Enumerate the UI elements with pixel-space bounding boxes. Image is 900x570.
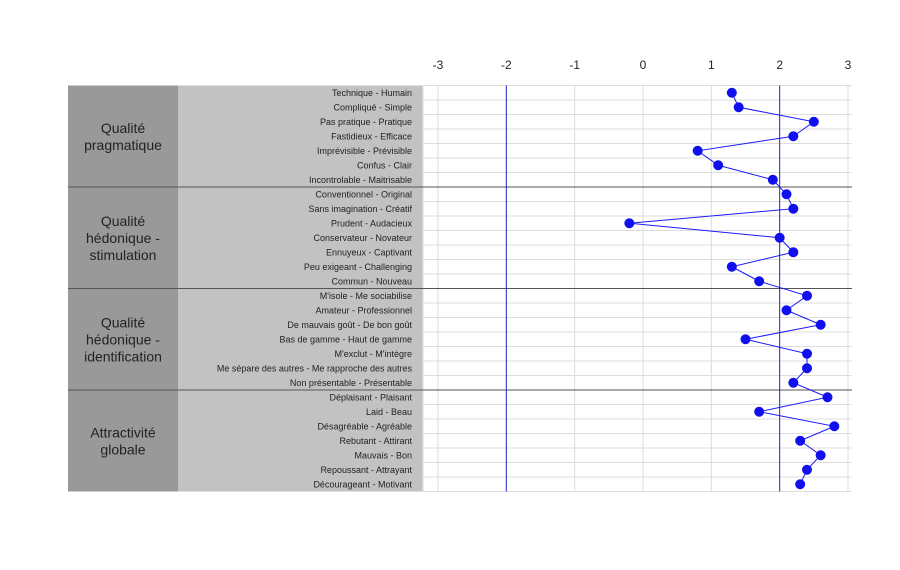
item-label: Mauvais - Bon: [354, 450, 412, 461]
category-label: hédonique -: [86, 229, 160, 246]
category-label: globale: [100, 441, 146, 458]
data-point: [734, 102, 744, 112]
data-point: [693, 146, 703, 156]
data-point: [788, 204, 798, 214]
data-point: [809, 117, 819, 127]
category-label: stimulation: [89, 246, 157, 263]
item-label: Prudent - Audacieux: [330, 218, 412, 229]
item-label: Conventionnel - Original: [315, 189, 412, 200]
item-label: Imprévisible - Prévisible: [316, 145, 412, 156]
data-point: [782, 305, 792, 315]
item-label: Déplaisant - Plaisant: [329, 392, 412, 403]
item-label: Laid - Beau: [365, 406, 412, 417]
item-label: Amateur - Professionnel: [315, 305, 412, 316]
x-tick-label: 3: [844, 58, 852, 72]
data-point: [727, 88, 737, 98]
item-label: Me sépare des autres - Me rapproche des autres: [216, 363, 412, 374]
item-label: De mauvais goût - De bon goût: [287, 319, 412, 330]
item-label: Décourageant - Motivant: [313, 479, 412, 490]
data-point: [788, 247, 798, 257]
data-point: [802, 349, 812, 359]
data-point: [802, 291, 812, 301]
category-label: hédonique -: [86, 331, 160, 348]
data-point: [788, 378, 798, 388]
item-label: Peu exigeant - Challenging: [303, 261, 412, 272]
data-point: [775, 233, 785, 243]
item-label: Pas pratique - Pratique: [319, 116, 412, 127]
item-label: Non présentable - Présentable: [289, 377, 412, 388]
data-point: [782, 189, 792, 199]
item-label: M'isole - Me sociabilise: [319, 290, 412, 301]
item-label: Fastidieux - Efficace: [331, 131, 412, 142]
data-point: [713, 160, 723, 170]
x-tick-label: 0: [639, 58, 647, 72]
data-point: [624, 218, 634, 228]
data-point: [768, 175, 778, 185]
data-point: [816, 450, 826, 460]
category-label: pragmatique: [84, 136, 162, 153]
data-point: [741, 334, 751, 344]
data-point: [754, 276, 764, 286]
item-label: Compliqué - Simple: [333, 102, 412, 113]
data-point: [816, 320, 826, 330]
category-label: Qualité: [100, 119, 146, 136]
item-label: Repoussant - Attrayant: [320, 464, 412, 475]
item-label: M'exclut - M'intègre: [334, 348, 412, 359]
item-label: Incontrolable - Maitrisable: [308, 174, 412, 185]
category-label: Qualité: [100, 314, 146, 331]
category-label: Qualité: [100, 212, 146, 229]
data-point: [829, 421, 839, 431]
data-point: [802, 465, 812, 475]
item-label: Ennuyeux - Captivant: [325, 247, 412, 258]
data-point: [802, 363, 812, 373]
x-tick-label: -1: [569, 58, 581, 72]
item-label: Sans imagination - Créatif: [308, 203, 412, 214]
item-label: Confus - Clair: [356, 160, 412, 171]
item-label: Désagréable - Agréable: [317, 421, 412, 432]
item-label: Technique - Humain: [331, 87, 412, 98]
category-label: Attractivité: [90, 424, 156, 441]
x-tick-label: -3: [432, 58, 444, 72]
data-point: [788, 131, 798, 141]
item-label: Commun - Nouveau: [331, 276, 412, 287]
x-tick-label: 2: [776, 58, 784, 72]
data-point: [754, 407, 764, 417]
data-point: [727, 262, 737, 272]
x-tick-label: -2: [500, 58, 512, 72]
data-point: [795, 479, 805, 489]
item-label: Rebutant - Attirant: [339, 435, 412, 446]
x-tick-label: 1: [707, 58, 715, 72]
data-point: [823, 392, 833, 402]
data-point: [795, 436, 805, 446]
item-label: Conservateur - Novateur: [313, 232, 412, 243]
item-label: Bas de gamme - Haut de gamme: [279, 334, 412, 345]
category-label: identification: [84, 348, 162, 365]
